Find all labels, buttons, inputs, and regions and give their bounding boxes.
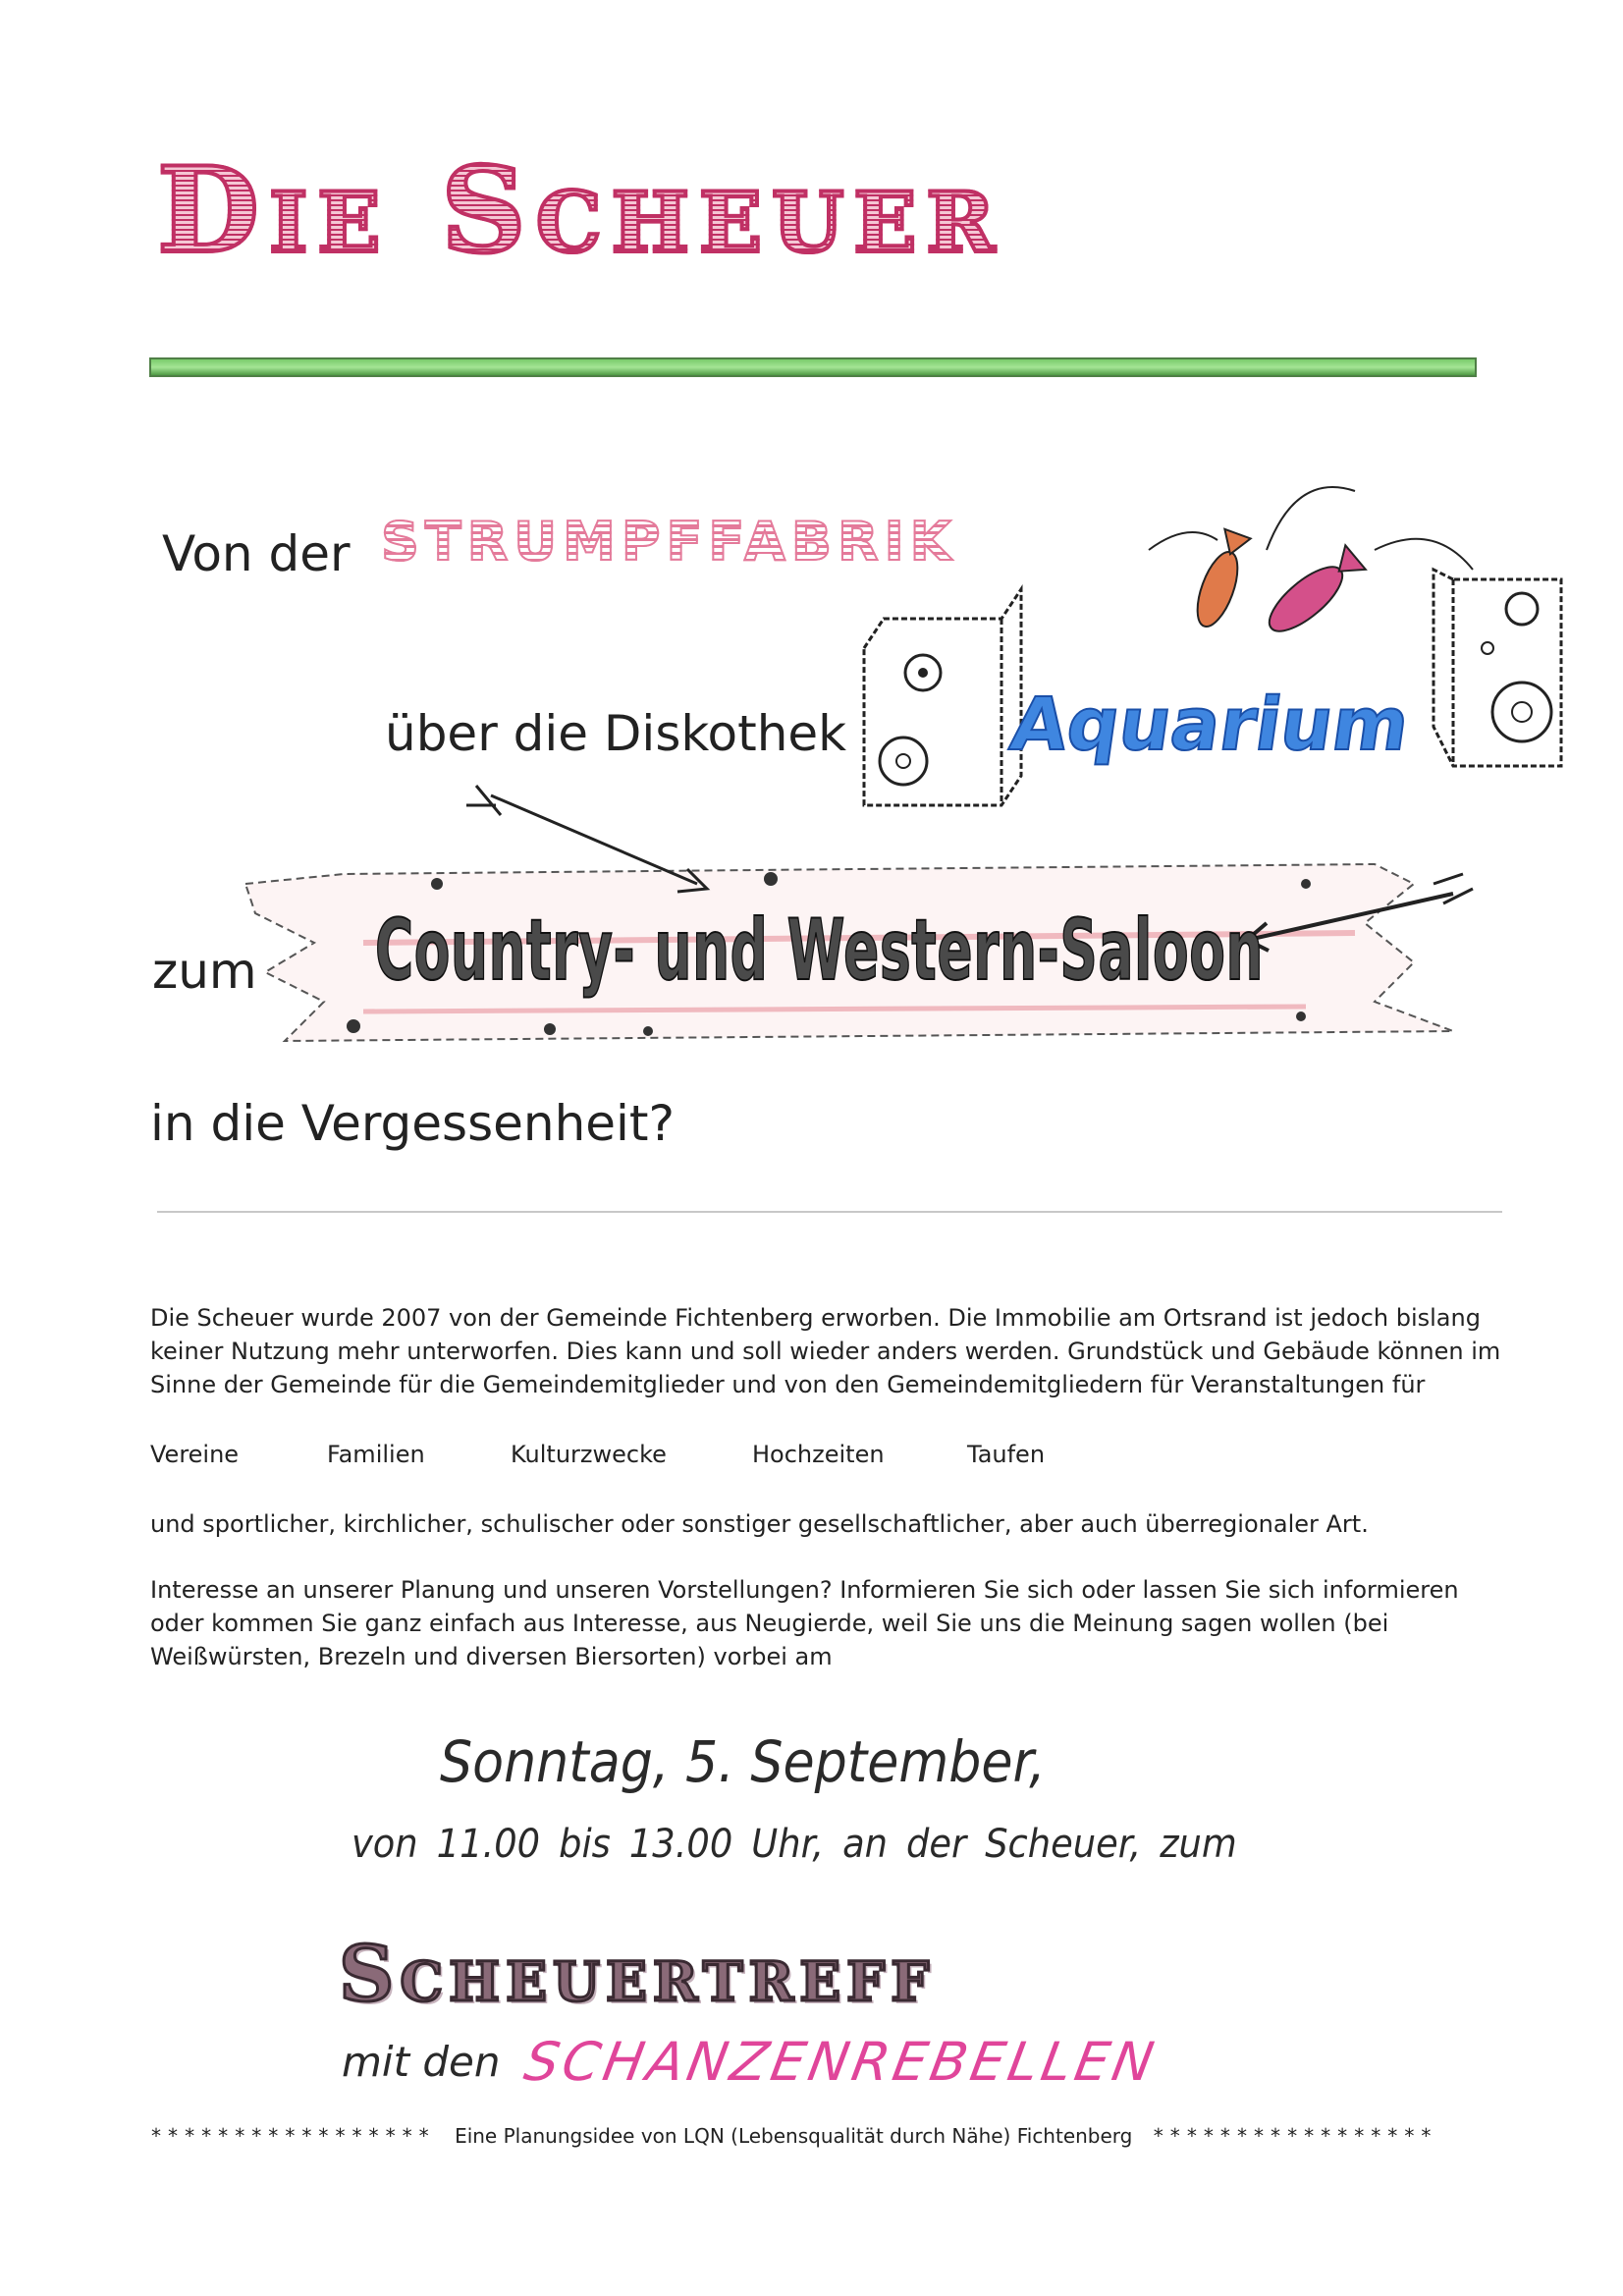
section-divider bbox=[157, 1211, 1502, 1213]
history-line-1-prefix: Von der bbox=[162, 525, 351, 582]
use-item: Vereine bbox=[150, 1441, 240, 1468]
invitation-paragraph: Interesse an unserer Planung und unseren Vorstellungen? Informieren Sie sich oder lassen Sie sich informieren oder kommen Sie ganz einfach aus Interesse, aus Neugierde, weil Sie uns die Meinung sagen wollen (bei Weißwürsten, Brezeln und diversen Biersorten) vorbei am bbox=[150, 1576, 1459, 1670]
history-line-3-prefix: zum bbox=[152, 943, 257, 1000]
event-date: Sonntag, 5. September, bbox=[440, 1728, 1046, 1795]
green-divider-bar bbox=[149, 357, 1477, 377]
use-item: Taufen bbox=[967, 1441, 1046, 1468]
intro-paragraph: Die Scheuer wurde 2007 von der Gemeinde Fichtenberg erworben. Die Immobilie am Ortsrand ist jedoch bislang keiner Nutzung mehr unterworfen. Dies kann und soll wieder anders werden. Grundstück und Gebäude können im Sinne der Gemeinde für die Gemeindemitglieder und von den Gemeindemitgliedern für Veranstaltungen für bbox=[150, 1304, 1501, 1398]
types-paragraph: und sportlicher, kirchlicher, schulischer oder sonstiger gesellschaftlicher, aber auch überregionaler Art. bbox=[150, 1510, 1369, 1538]
band-name: SCHANZENREBELLEN bbox=[519, 2031, 1163, 2093]
use-item: Kulturzwecke bbox=[511, 1441, 667, 1468]
footer-text: Eine Planungsidee von LQN (Lebensqualität durch Nähe) Fichtenberg bbox=[455, 2124, 1133, 2148]
event-time: von 11.00 bis 13.00 Uhr, an der Scheuer, zum bbox=[352, 1822, 1237, 1867]
footer bbox=[150, 2124, 1505, 2148]
country-western-saloon-label: Country- und Western-Saloon bbox=[375, 902, 1265, 1000]
use-item: Familien bbox=[327, 1441, 425, 1468]
history-line-2-prefix: über die Diskothek bbox=[385, 705, 847, 762]
history-line-4: in die Vergessenheit? bbox=[150, 1095, 676, 1152]
event-name: Scheuertreff bbox=[339, 1930, 936, 2019]
band-prefix: mit den bbox=[342, 2038, 501, 2086]
footer-stars-right: ***************** bbox=[1152, 2124, 1437, 2148]
use-item: Hochzeiten bbox=[752, 1441, 885, 1468]
page-title: Die Scheuer bbox=[157, 147, 1473, 275]
strumpffabrik-label: STRUMPFFABRIK bbox=[381, 511, 957, 573]
footer-stars-left: ***************** bbox=[150, 2124, 435, 2148]
aquarium-logo-text: Aquarium bbox=[1004, 683, 1415, 767]
